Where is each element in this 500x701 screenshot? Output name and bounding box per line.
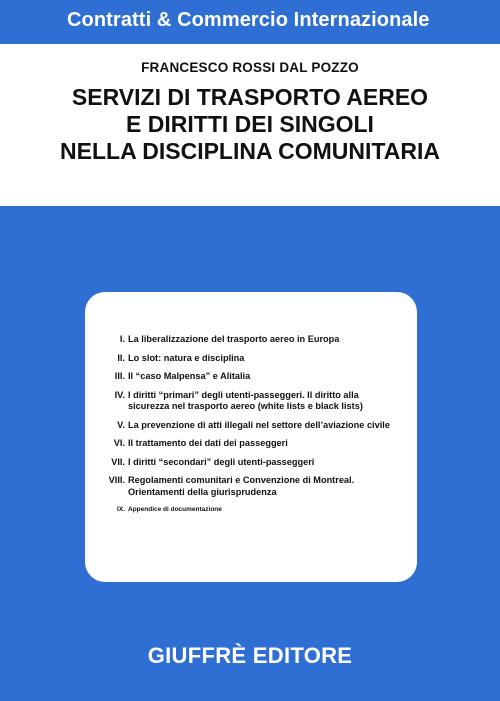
toc-number: IV. [114,389,125,400]
toc-item [85,334,417,346]
publisher-name: GIUFFRÈ EDITORE [147,643,353,668]
toc-text: Regolamenti comunitari e Convenzione di Montreal. Orientamenti della giurisprudenza [128,475,355,497]
title-line-2: E DIRITTI DEI SINGOLI [126,111,374,137]
toc-item [85,390,417,413]
toc-number: III. [114,371,125,381]
toc-number: V. [117,419,125,430]
toc-item [85,505,417,514]
toc-number: IX. [117,506,125,513]
toc-item [85,353,417,365]
toc-item [85,371,417,383]
table-of-contents-card [85,292,417,582]
author-name: FRANCESCO ROSSI DAL POZZO [141,60,359,75]
toc-number: II. [117,352,125,363]
toc-number: VII. [111,456,125,467]
series-title: Contratti & Commercio Internazionale [67,9,430,31]
toc-number: I. [119,334,125,344]
toc-text: Il “caso Malpensa” e Alitalia [128,371,251,381]
toc-text: I diritti “secondari” degli utenti-passeggeri [128,456,315,467]
toc-item [85,438,417,450]
toc-item [85,420,417,432]
book-title [0,84,500,165]
table-of-contents [85,334,417,514]
title-line-1: SERVIZI DI TRASPORTO AEREO [71,84,429,110]
title-line-3: NELLA DISCIPLINA COMUNITARIA [60,138,440,164]
toc-text: I diritti “primari” degli utenti-passeggeri. Il diritto alla sicurezza nel trasporto aereo (white lists e black lists) [128,389,363,411]
toc-number: VI. [113,438,125,448]
toc-text: La prevenzione di atti illegali nel settore dell’aviazione civile [128,419,390,430]
toc-text: Il trattamento dei dati dei passeggeri [128,438,288,448]
series-banner [0,0,500,44]
toc-number: VIII. [108,475,125,485]
toc-item [85,475,417,498]
toc-text: Lo slot: natura e disciplina [128,352,245,363]
toc-text: Appendice di documentazione [128,506,222,513]
toc-item [85,457,417,469]
toc-text: La liberalizzazione del trasporto aereo in Europa [128,334,340,344]
